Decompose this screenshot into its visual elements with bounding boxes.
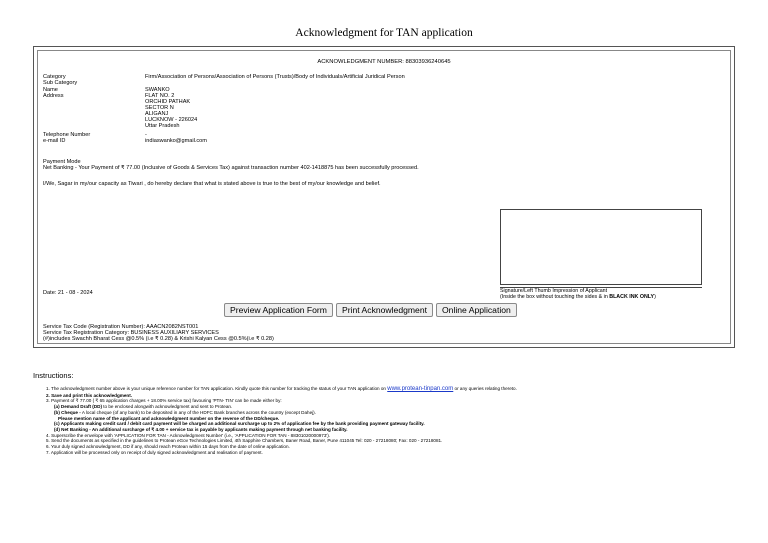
instruction-subitem: (a) Demand Draft (DD) to be enclosed alongwith acknowledgment and sent to Protean. — [54, 404, 233, 410]
payment-mode-text: Net Banking - Your Payment of ₹ 77.00 (Inclusive of Goods & Services Tax) against transaction number 402-1418875 has been successfully processed. — [43, 165, 419, 171]
phone-value: - — [145, 132, 147, 138]
address-line: ALIGANJ — [145, 111, 169, 117]
phone-label: Telephone Number — [43, 132, 91, 138]
address-label: Address — [43, 93, 64, 99]
address-line: SECTOR N — [145, 105, 174, 111]
name-value: SWANKO — [145, 87, 170, 93]
acknowledgment-inner-border — [37, 50, 731, 344]
signature-box — [500, 209, 702, 285]
preview-application-form-button[interactable]: Preview Application Form — [224, 303, 333, 317]
signature-caption-line2: (Inside the box without touching the sides & in BLACK INK ONLY) — [500, 294, 656, 300]
protean-link[interactable]: www.protean-tinpan.com — [387, 386, 454, 392]
instruction-subitem: (b) Cheque - A local cheque (of any bank) to be deposited in any of the HDFC Bank branches across the country (except Dahej). — [54, 409, 316, 415]
instruction-subitem: (c) Applicants making credit card / debit card payment will be charged an additional surcharge up to 2% of application fee by the bank providing payment gateway facility. — [54, 421, 425, 427]
instruction-item: 6. Your duly signed acknowledgment, DD if any, should reach Protean within 15 days from the date of online application. — [46, 444, 290, 450]
instruction-item: 2. Save and print this acknowledgment. — [46, 392, 133, 398]
email-value: indiaswanko@gmail.com — [145, 138, 207, 144]
instruction-item: 5. Send the documents as specified in the guidelines to Protean eGov Technologies Limited, 4th Sapphire Chambers, Baner Road, Baner, Pune 411045 Tel: 020 - 27218080; Fax: 020 - 27218081. — [46, 438, 443, 444]
address-line: LUCKNOW - 226024 — [145, 117, 198, 123]
service-tax-code: Service Tax Code (Registration Number): AAACN2082NST001 — [43, 324, 199, 330]
instruction-subitem: (d) Net Banking - An additional surcharge of ₹ 4.00 + service tax is payable by applicants making payment through net banking facility. — [54, 426, 348, 432]
instruction-item: 7. Application will be processed only on receipt of duly signed acknowledgment and realisation of payment. — [46, 449, 263, 455]
date-text: Date: 21 - 08 - 2024 — [43, 290, 93, 296]
print-acknowledgment-button[interactable]: Print Acknowledgment — [336, 303, 433, 317]
action-buttons — [224, 303, 517, 317]
instruction-item: 1. The acknowledgment number above is your unique reference number for TAN application. Kindly quote this number for tracking the status of your TAN application on www.protean-tinpan.com or any queries relating thereto. — [46, 386, 517, 392]
online-application-button[interactable]: Online Application — [436, 303, 517, 317]
declaration-text: I/We, Sagar in my/our capacity as Tiwari , do hereby declare that what is stated above is true to the best of my/our knowledge and belief. — [43, 181, 381, 187]
subcategory-label: Sub Category — [43, 80, 78, 86]
signature-caption — [500, 287, 702, 300]
instruction-note: Please mention name of the applicant and acknowledgment number on the reverse of the DD/cheque. — [58, 415, 280, 421]
acknowledgment-number: ACKNOWLEDGMENT NUMBER: 88303936240645 — [317, 59, 451, 65]
page-title: Acknowledgment for TAN application — [295, 27, 473, 39]
address-line: ORCHID PATHAK — [145, 99, 191, 105]
instruction-item: 4. Superscribe the envelope with 'APPLICATION FOR TAN - Acknowledgment Number' (i.e., 'APPLICATION FOR TAN - 88301020000973'). — [46, 432, 331, 438]
instructions-list — [46, 386, 746, 455]
acknowledgment-box — [33, 46, 735, 348]
service-tax-category: Service Tax Registration Category: BUSINESS AUXILIARY SERVICES — [43, 330, 219, 336]
signature-caption-line1: Signature/Left Thumb Impression of Applicant — [500, 288, 608, 294]
cess-note: (#)includes Swachh Bharat Cess @0.5% (i.e ₹ 0.28) & Krishi Kalyan Cess @0.5%(i.e ₹ 0.28) — [43, 336, 274, 342]
address-line: Uttar Pradesh — [145, 123, 180, 129]
email-label: e-mail ID — [43, 138, 66, 144]
instruction-item: 3. Payment of ₹ 77.00 ( ₹ 65 application charges + 18.00% service tax) favouring 'PTN- TIN' can be made either by: — [46, 398, 282, 404]
category-value: Firm/Association of Persons/Association of Persons (Trusts)/Body of Individuals/Artificial Juridical Person — [145, 74, 405, 80]
instructions-heading: Instructions: — [33, 371, 74, 380]
category-label: Category — [43, 74, 66, 80]
address-line: FLAT NO. 2 — [145, 93, 175, 99]
payment-mode-label: Payment Mode — [43, 159, 81, 165]
name-label: Name — [43, 87, 58, 93]
